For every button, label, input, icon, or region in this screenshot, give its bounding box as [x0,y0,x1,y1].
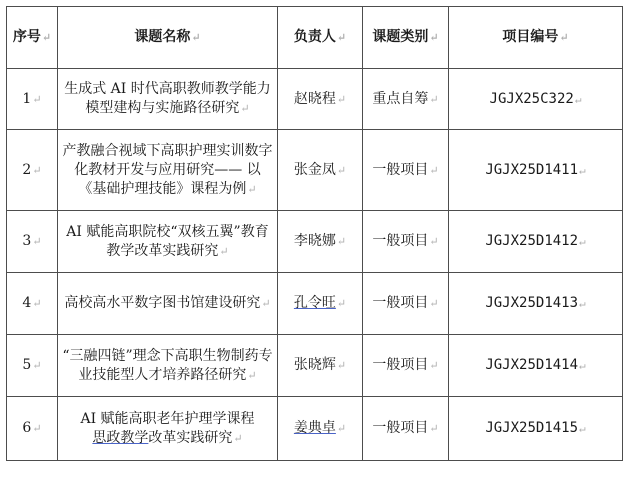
table-row [7,211,623,273]
paragraph-mark: ↵ [336,297,347,310]
paragraph-mark: ↵ [32,297,42,310]
paragraph-mark: ↵ [219,244,229,258]
cell-owner: 张晓辉↵ [278,335,363,397]
table-row [7,335,623,397]
paragraph-mark: ↵ [32,359,42,372]
cell-no: 5↵ [7,335,58,397]
cell-code: JGJX25D1411↵ [449,130,623,211]
cell-code: JGJX25D1413↵ [449,273,623,335]
cell-title: 产教融合视域下高职护理实训数字化教材开发与应用研究—— 以《基础护理技能》课程为例↵ [58,130,278,211]
paragraph-mark: ↵ [247,182,257,196]
cell-title: “三融四链”理念下高职生物制药专业技能型人才培养路径研究↵ [58,335,278,397]
cell-category: 一般项目↵ [363,273,449,335]
cell-no: 4↵ [7,273,58,335]
table-row [7,397,623,461]
cell-title: AI 赋能高职老年护理学课程 思政教学改革实践研究↵ [58,397,278,461]
cell-code: JGJX25D1414↵ [449,335,623,397]
paragraph-mark: ↵ [579,359,586,372]
paragraph-mark: ↵ [429,359,439,372]
paragraph-mark: ↵ [261,297,271,310]
cell-no: 6↵ [7,397,58,461]
cell-code: JGJX25D1415↵ [449,397,623,461]
cell-no: 1↵ [7,69,58,130]
cell-category: 一般项目↵ [363,130,449,211]
paragraph-mark: ↵ [559,31,569,44]
paragraph-mark: ↵ [41,31,52,44]
paragraph-mark: ↵ [574,92,582,106]
paragraph-mark: ↵ [336,422,347,435]
cell-title: 生成式 AI 时代高职教师教学能力模型建构与实施路径研究↵ [58,69,278,130]
cell-category: 一般项目↵ [363,335,449,397]
header-category: 课题类别↵ [363,7,449,69]
paragraph-mark: ↵ [429,235,439,248]
paragraph-mark: ↵ [32,92,42,106]
header-owner: 负责人↵ [278,7,363,69]
cell-code: JGJX25C322↵ [449,69,623,130]
cell-owner: 李晓娜↵ [278,211,363,273]
header-no: 序号↵ [7,7,58,69]
paragraph-mark: ↵ [429,422,439,435]
paragraph-mark: ↵ [191,31,201,44]
header-title: 课题名称↵ [58,7,278,69]
cell-title: 高校高水平数字图书馆建设研究↵ [58,273,278,335]
paragraph-mark: ↵ [579,422,586,435]
table-row [7,130,623,211]
cell-owner: 赵晓程↵ [278,69,363,130]
paragraph-mark: ↵ [247,368,257,382]
paragraph-mark: ↵ [579,235,586,248]
paragraph-mark: ↵ [233,431,243,445]
paragraph-mark: ↵ [32,422,42,435]
paragraph-mark: ↵ [429,297,439,310]
cell-category: 一般项目↵ [363,211,449,273]
cell-category: 重点自筹↵ [363,69,449,130]
paragraph-mark: ↵ [579,297,586,310]
cell-code: JGJX25D1412↵ [449,211,623,273]
table-row [7,273,623,335]
cell-no: 2↵ [7,130,58,211]
cell-no: 3↵ [7,211,58,273]
table-row [7,69,623,130]
paragraph-mark: ↵ [579,163,586,177]
paragraph-mark: ↵ [336,359,347,372]
paragraph-mark: ↵ [336,31,347,44]
header-code: 项目编号↵ [449,7,623,69]
cell-owner: 孔令旺↵ [278,273,363,335]
cell-category: 一般项目↵ [363,397,449,461]
paragraph-mark: ↵ [336,92,347,106]
cell-owner: 姜典卓↵ [278,397,363,461]
paragraph-mark: ↵ [336,163,347,177]
project-table [6,6,623,461]
paragraph-mark: ↵ [32,163,42,177]
paragraph-mark: ↵ [336,235,347,248]
paragraph-mark: ↵ [240,102,250,115]
paragraph-mark: ↵ [429,163,439,177]
paragraph-mark: ↵ [429,31,439,44]
header-row [7,7,623,69]
paragraph-mark: ↵ [32,235,42,248]
cell-title: AI 赋能高职院校“双核五翼”教育教学改革实践研究↵ [58,211,278,273]
cell-owner: 张金凤↵ [278,130,363,211]
paragraph-mark: ↵ [429,92,439,106]
